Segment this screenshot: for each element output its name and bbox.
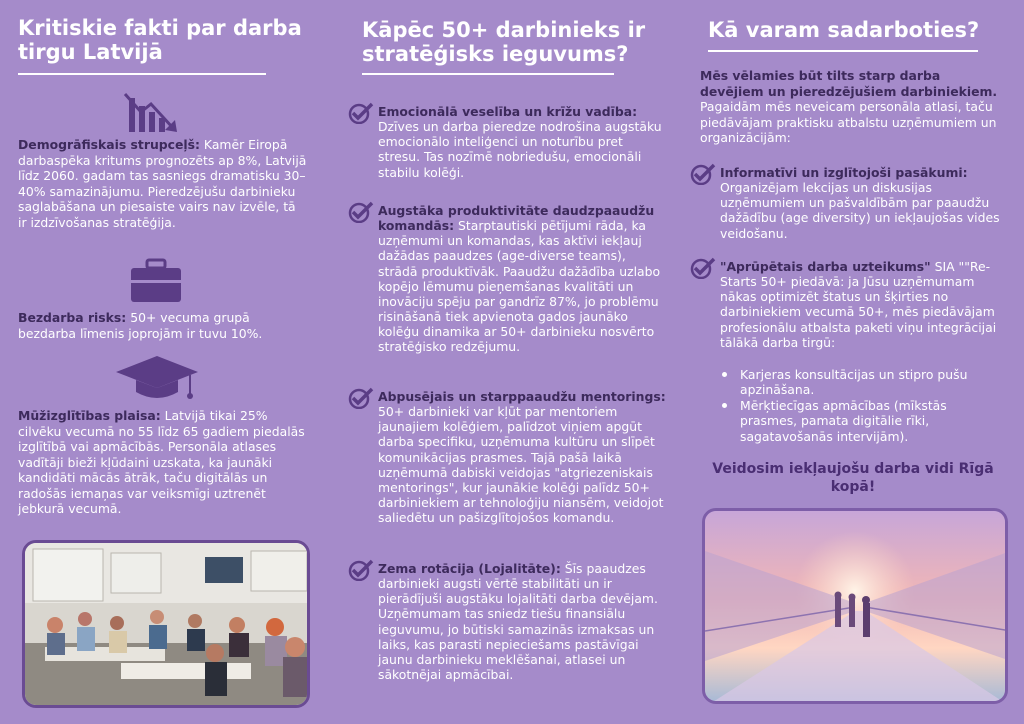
bridge-sunset-photo: [702, 508, 1008, 704]
cooperation-intro-bold: Mēs vēlamies būt tilts starp darba devējiem un pieredzējušiem darbiniekiem.: [700, 68, 998, 99]
benefit-item-body: [378, 389, 668, 525]
benefit-item-title: Zema rotācija (Lojalitāte):: [378, 561, 561, 576]
column3-heading: Kā varam sadarboties?: [708, 18, 980, 42]
offer-item-body: [720, 165, 1006, 241]
benefit-item-title: Abpusējais un starppaaudžu mentorings:: [378, 389, 666, 404]
bullet-item: Karjeras konsultācijas un stipro pušu apzināšana.: [710, 367, 1006, 397]
unemployment-label: Bezdarba risks:: [18, 310, 127, 325]
benefit-item-body: [378, 104, 668, 180]
benefit-item-title: Emocionālā veselība un krīžu vadība:: [378, 104, 638, 119]
check-circle-icon: [348, 201, 374, 223]
check-circle-icon: [690, 257, 716, 279]
benefit-item: [348, 561, 668, 682]
demography-paragraph: [18, 137, 308, 230]
support-bullet-list: [710, 367, 1006, 445]
offer-item-body: [720, 259, 1006, 350]
seminar-photo: [22, 540, 310, 708]
benefit-item-text: Šīs paaudzes darbinieki augsti vērtē stabilitāti un ir pierādījuši augstāku lojalitāti darba devējam. Uzņēmumam tas sniedz tiešu finansiālu ieguvumu, jo būtiski samazinās izmaksas un laiks, kas parasti nepieciešams pastāvīgai jaunu darbinieku meklēšanai, atlasei un sākotnējai apmācībai.: [378, 561, 658, 682]
check-circle-icon: [348, 559, 374, 581]
declining-chart-icon: [118, 90, 188, 134]
offer-item-text: Organizējam lekcijas un diskusijas uzņēmumiem un pašvaldībām par paaudžu dažādību (age diversity) un iekļaujošas vides veidošanu.: [720, 180, 1000, 241]
benefit-item-body: [378, 203, 668, 354]
benefit-item-text: Starptautiski pētījumi rāda, ka uzņēmumi un komandas, kas aktīvi iekļauj dažādas paaudzes (age-diverse teams), strādā produktīvāk. Paaudžu dažādība uzlabo kopējo lēmumu pieņemšanas kvalitāti un inovāciju spēju par gandrīz 87%, jo problēmu risināšanā tiek apvienota gados jaunāko kolēģu dinamika ar 50+ darbinieku nosvērto stratēģisko redzējumu.: [378, 218, 661, 355]
demography-label: Demogrāfiskais strupceļš:: [18, 137, 200, 152]
benefit-item-body: [378, 561, 668, 682]
benefit-item-title: Augstāka produktivitāte daudzpaaudžu komandās:: [378, 203, 655, 234]
benefit-item: [348, 104, 668, 180]
column3-heading-rule: [708, 50, 978, 52]
unemployment-paragraph: [18, 310, 308, 341]
unemployment-text: 50+ vecuma grupā bezdarba līmenis joprojām ir tuvu 10%.: [18, 310, 263, 341]
offer-item-text: SIA ""Re-Starts 50+ piedāvā: ja Jūsu uzņēmumam nākas optimizēt štatus un šķirties no darbiniekiem vecumā 50+, mēs piedāvājam profesionālu atbalsta paketi viņu integrācijai tālākā darba tirgū:: [720, 259, 997, 350]
bullet-item: Mērķtiecīgas apmācības (mīkstās prasmes, pamata digitālie rīki, sagatavošanās intervijām).: [710, 398, 1006, 443]
briefcase-icon: [128, 258, 184, 304]
offer-item-title: Informatīvi un izglītojoši pasākumi:: [720, 165, 968, 180]
offer-item: [690, 165, 1006, 241]
benefit-item: [348, 203, 668, 354]
benefit-item: [348, 389, 668, 525]
education-text: Latvijā tikai 25% cilvēku vecumā no 55 līdz 65 gadiem piedalās izglītībā vai apmācībās. Personāla atlases vadītāji bieži kļūdaini uzskata, ka jaunāki kandidāti mācās ātrāk, taču digitālās un radošās iemaņas var veiksmīgi uztrenēt jebkurā vecumā.: [18, 408, 305, 516]
offer-item: [690, 259, 1006, 350]
column1-heading: Kritiskie fakti par darba tirgu Latvijā: [18, 16, 302, 65]
check-circle-icon: [348, 387, 374, 409]
cooperation-intro-text: Pagaidām mēs neveicam personāla atlasi, taču piedāvājam praktisku atbalstu uzņēmumiem un organizācijām:: [700, 99, 997, 145]
column2-heading: Kāpēc 50+ darbinieks ir stratēģisks ieguvums?: [362, 18, 646, 67]
cooperation-intro: [700, 68, 1006, 146]
graduation-cap-icon: [112, 354, 202, 402]
education-paragraph: [18, 408, 308, 517]
closing-call-to-action: Veidosim iekļaujošu darba vidi Rīgā kopā!: [712, 461, 994, 496]
check-circle-icon: [348, 102, 374, 124]
column1-heading-rule: [18, 73, 266, 75]
check-circle-icon: [690, 163, 716, 185]
education-label: Mūžizglītības plaisa:: [18, 408, 161, 423]
column2-heading-rule: [362, 73, 614, 75]
benefit-item-text: 50+ darbinieki var kļūt par mentoriem jaunajiem kolēģiem, palīdzot viņiem apgūt darba specifiku, uzņēmuma kultūru un slīpēt komunikācijas prasmes. Tajā pašā laikā uzņēmumā dabiski veidojas "atgriezeniskais mentorings", kur jaunākie kolēģi palīdz 50+ darbiniekiem ar tehnoloģiju niansēm, veidojot saliedētu un pašizglītojošos komandu.: [378, 404, 664, 525]
demography-text: Kamēr Eiropā darbaspēka kritums prognozēts ap 8%, Latvijā līdz 2060. gadam tas sasniegs dramatisku 30–40% samazinājumu. Pieredzējušu darbinieku saglabāšana un piesaiste vairs nav izvēle, tā ir izdzīvošanas stratēģija.: [18, 137, 307, 230]
offer-item-title: "Aprūpētais darba uzteikums": [720, 259, 931, 274]
benefit-item-text: Dzīves un darba pieredze nodrošina augstāku emocionālo inteliģenci un noturību pret stresu. Tas nozīmē nobriedušu, emocionāli stabilu kolēģi.: [378, 119, 662, 180]
